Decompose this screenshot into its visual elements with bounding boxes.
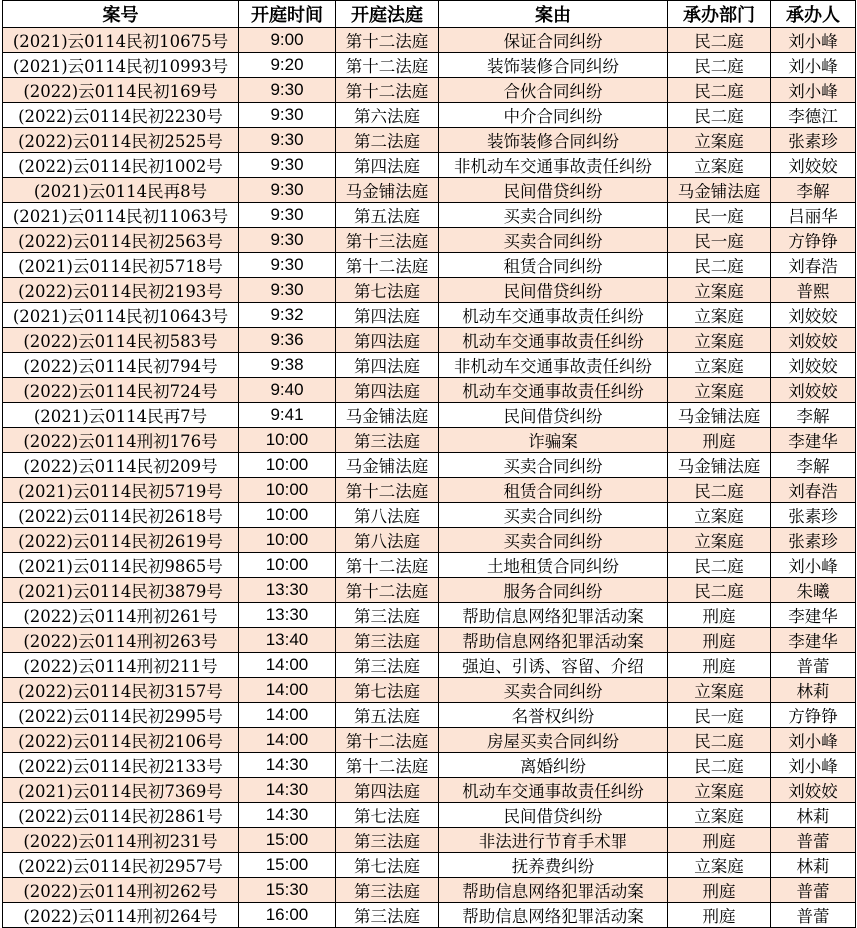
- department-cell: 民二庭: [668, 103, 771, 128]
- judge-cell: 刘姣姣: [771, 778, 856, 803]
- case-number-cell: (2022)云0114刑初261号: [3, 603, 239, 628]
- hearing-time-cell: 10:00: [239, 553, 336, 578]
- courtroom-cell: 第七法庭: [336, 803, 439, 828]
- case-number-cell: (2021)云0114民初10675号: [3, 28, 239, 53]
- hearing-time-cell: 9:30: [239, 278, 336, 303]
- courtroom-cell: 马金铺法庭: [336, 453, 439, 478]
- cause-cell: 保证合同纠纷: [439, 28, 668, 53]
- courtroom-cell: 第十二法庭: [336, 478, 439, 503]
- judge-cell: 林莉: [771, 853, 856, 878]
- case-number-cell: (2021)云0114民再8号: [3, 178, 239, 203]
- courtroom-cell: 第七法庭: [336, 853, 439, 878]
- cause-cell: 非法进行节育手术罪: [439, 828, 668, 853]
- department-cell: 立案庭: [668, 503, 771, 528]
- courtroom-cell: 第四法庭: [336, 378, 439, 403]
- judge-cell: 普蕾: [771, 653, 856, 678]
- hearing-time-cell: 9:30: [239, 78, 336, 103]
- judge-cell: 李建华: [771, 428, 856, 453]
- table-row: [3, 103, 856, 128]
- cause-cell: 非机动车交通事故责任纠纷: [439, 153, 668, 178]
- courtroom-cell: 第二法庭: [336, 128, 439, 153]
- courtroom-cell: 第十二法庭: [336, 253, 439, 278]
- table-row: [3, 303, 856, 328]
- case-number-cell: (2021)云0114民初5719号: [3, 478, 239, 503]
- case-number-cell: (2022)云0114刑初211号: [3, 653, 239, 678]
- cause-cell: 服务合同纠纷: [439, 578, 668, 603]
- cause-cell: 装饰装修合同纠纷: [439, 128, 668, 153]
- hearing-time-cell: 14:30: [239, 753, 336, 778]
- department-cell: 马金铺法庭: [668, 178, 771, 203]
- judge-cell: 刘姣姣: [771, 153, 856, 178]
- judge-cell: 张素珍: [771, 528, 856, 553]
- cause-cell: 帮助信息网络犯罪活动案: [439, 903, 668, 928]
- hearing-time-cell: 14:30: [239, 778, 336, 803]
- hearing-time-cell: 14:00: [239, 728, 336, 753]
- judge-cell: 刘姣姣: [771, 353, 856, 378]
- hearing-time-cell: 14:30: [239, 803, 336, 828]
- hearing-time-cell: 13:30: [239, 603, 336, 628]
- judge-cell: 刘春浩: [771, 478, 856, 503]
- judge-cell: 李解: [771, 178, 856, 203]
- judge-cell: 普蕾: [771, 828, 856, 853]
- case-number-cell: (2022)云0114民初583号: [3, 328, 239, 353]
- hearing-time-cell: 10:00: [239, 453, 336, 478]
- department-cell: 民二庭: [668, 753, 771, 778]
- department-cell: 立案庭: [668, 353, 771, 378]
- courtroom-cell: 马金铺法庭: [336, 403, 439, 428]
- courtroom-cell: 第三法庭: [336, 903, 439, 928]
- cause-cell: 帮助信息网络犯罪活动案: [439, 603, 668, 628]
- department-cell: 民二庭: [668, 78, 771, 103]
- courtroom-cell: 马金铺法庭: [336, 178, 439, 203]
- judge-cell: 李解: [771, 453, 856, 478]
- table-row: [3, 803, 856, 828]
- cause-cell: 土地租赁合同纠纷: [439, 553, 668, 578]
- hearing-time-cell: 10:00: [239, 478, 336, 503]
- case-number-cell: (2022)云0114民初2106号: [3, 728, 239, 753]
- courtroom-cell: 第十二法庭: [336, 78, 439, 103]
- courtroom-cell: 第八法庭: [336, 503, 439, 528]
- department-cell: 立案庭: [668, 853, 771, 878]
- table-row: [3, 853, 856, 878]
- cause-cell: 装饰装修合同纠纷: [439, 53, 668, 78]
- hearing-time-cell: 13:30: [239, 578, 336, 603]
- table-row: [3, 453, 856, 478]
- department-cell: 民二庭: [668, 478, 771, 503]
- cause-cell: 诈骗案: [439, 428, 668, 453]
- cause-cell: 合伙合同纠纷: [439, 78, 668, 103]
- cause-cell: 机动车交通事故责任纠纷: [439, 303, 668, 328]
- column-header-department: 承办部门: [668, 1, 771, 28]
- cause-cell: 机动车交通事故责任纠纷: [439, 778, 668, 803]
- department-cell: 民二庭: [668, 578, 771, 603]
- case-number-cell: (2022)云0114民初2525号: [3, 128, 239, 153]
- department-cell: 马金铺法庭: [668, 403, 771, 428]
- cause-cell: 租赁合同纠纷: [439, 253, 668, 278]
- hearing-time-cell: 9:30: [239, 178, 336, 203]
- cause-cell: 帮助信息网络犯罪活动案: [439, 628, 668, 653]
- department-cell: 刑庭: [668, 903, 771, 928]
- cause-cell: 租赁合同纠纷: [439, 478, 668, 503]
- department-cell: 立案庭: [668, 778, 771, 803]
- department-cell: 立案庭: [668, 528, 771, 553]
- table-row: [3, 553, 856, 578]
- case-number-cell: (2021)云0114民初3879号: [3, 578, 239, 603]
- department-cell: 民一庭: [668, 203, 771, 228]
- courtroom-cell: 第十二法庭: [336, 28, 439, 53]
- table-row: [3, 578, 856, 603]
- cause-cell: 抚养费纠纷: [439, 853, 668, 878]
- table-row: [3, 78, 856, 103]
- case-number-cell: (2022)云0114民初2957号: [3, 853, 239, 878]
- column-header-judge: 承办人: [771, 1, 856, 28]
- department-cell: 马金铺法庭: [668, 453, 771, 478]
- courtroom-cell: 第七法庭: [336, 278, 439, 303]
- hearing-time-cell: 13:40: [239, 628, 336, 653]
- case-number-cell: (2022)云0114民初1002号: [3, 153, 239, 178]
- hearing-time-cell: 15:30: [239, 878, 336, 903]
- table-row: [3, 228, 856, 253]
- cause-cell: 买卖合同纠纷: [439, 228, 668, 253]
- courtroom-cell: 第四法庭: [336, 778, 439, 803]
- case-number-cell: (2022)云0114民初2861号: [3, 803, 239, 828]
- table-row: [3, 378, 856, 403]
- header-row: [3, 1, 856, 28]
- column-header-hearing-time: 开庭时间: [239, 1, 336, 28]
- cause-cell: 帮助信息网络犯罪活动案: [439, 878, 668, 903]
- department-cell: 民二庭: [668, 253, 771, 278]
- courtroom-cell: 第三法庭: [336, 628, 439, 653]
- cause-cell: 强迫、引诱、容留、介绍: [439, 653, 668, 678]
- hearing-time-cell: 14:00: [239, 703, 336, 728]
- judge-cell: 朱曦: [771, 578, 856, 603]
- department-cell: 民一庭: [668, 228, 771, 253]
- department-cell: 立案庭: [668, 678, 771, 703]
- department-cell: 民一庭: [668, 703, 771, 728]
- courtroom-cell: 第十三法庭: [336, 228, 439, 253]
- courtroom-cell: 第八法庭: [336, 528, 439, 553]
- judge-cell: 方铮铮: [771, 703, 856, 728]
- department-cell: 立案庭: [668, 328, 771, 353]
- column-header-courtroom: 开庭法庭: [336, 1, 439, 28]
- case-number-cell: (2022)云0114民初2618号: [3, 503, 239, 528]
- hearing-time-cell: 15:00: [239, 828, 336, 853]
- courtroom-cell: 第三法庭: [336, 653, 439, 678]
- case-number-cell: (2021)云0114民初10643号: [3, 303, 239, 328]
- cause-cell: 买卖合同纠纷: [439, 528, 668, 553]
- courtroom-cell: 第四法庭: [336, 153, 439, 178]
- column-header-case-number: 案号: [3, 1, 239, 28]
- table-row: [3, 878, 856, 903]
- hearing-time-cell: 9:30: [239, 153, 336, 178]
- cause-cell: 买卖合同纠纷: [439, 203, 668, 228]
- courtroom-cell: 第三法庭: [336, 828, 439, 853]
- courtroom-cell: 第十二法庭: [336, 728, 439, 753]
- judge-cell: 林莉: [771, 803, 856, 828]
- case-number-cell: (2022)云0114民初169号: [3, 78, 239, 103]
- cause-cell: 买卖合同纠纷: [439, 678, 668, 703]
- cause-cell: 民间借贷纠纷: [439, 403, 668, 428]
- hearing-time-cell: 14:00: [239, 653, 336, 678]
- case-number-cell: (2022)云0114民初2133号: [3, 753, 239, 778]
- cause-cell: 机动车交通事故责任纠纷: [439, 328, 668, 353]
- table-row: [3, 628, 856, 653]
- hearing-time-cell: 9:32: [239, 303, 336, 328]
- hearing-schedule-table: [2, 0, 856, 928]
- case-number-cell: (2022)云0114刑初264号: [3, 903, 239, 928]
- courtroom-cell: 第六法庭: [336, 103, 439, 128]
- table-body: [3, 28, 856, 928]
- case-number-cell: (2021)云0114民初11063号: [3, 203, 239, 228]
- judge-cell: 刘姣姣: [771, 328, 856, 353]
- table-row: [3, 328, 856, 353]
- case-number-cell: (2022)云0114刑初231号: [3, 828, 239, 853]
- department-cell: 刑庭: [668, 878, 771, 903]
- case-number-cell: (2022)云0114民初209号: [3, 453, 239, 478]
- cause-cell: 房屋买卖合同纠纷: [439, 728, 668, 753]
- department-cell: 刑庭: [668, 653, 771, 678]
- cause-cell: 民间借贷纠纷: [439, 803, 668, 828]
- department-cell: 立案庭: [668, 803, 771, 828]
- case-number-cell: (2022)云0114民初2230号: [3, 103, 239, 128]
- judge-cell: 刘小峰: [771, 753, 856, 778]
- case-number-cell: (2021)云0114民初7369号: [3, 778, 239, 803]
- hearing-time-cell: 9:38: [239, 353, 336, 378]
- judge-cell: 刘小峰: [771, 28, 856, 53]
- hearing-time-cell: 9:30: [239, 253, 336, 278]
- judge-cell: 林莉: [771, 678, 856, 703]
- department-cell: 民二庭: [668, 728, 771, 753]
- hearing-time-cell: 9:00: [239, 28, 336, 53]
- judge-cell: 普蕾: [771, 878, 856, 903]
- hearing-time-cell: 10:00: [239, 528, 336, 553]
- cause-cell: 民间借贷纠纷: [439, 278, 668, 303]
- table-row: [3, 28, 856, 53]
- table-row: [3, 478, 856, 503]
- judge-cell: 刘姣姣: [771, 378, 856, 403]
- cause-cell: 中介合同纠纷: [439, 103, 668, 128]
- table-row: [3, 203, 856, 228]
- judge-cell: 李解: [771, 403, 856, 428]
- cause-cell: 机动车交通事故责任纠纷: [439, 378, 668, 403]
- case-number-cell: (2022)云0114民初2193号: [3, 278, 239, 303]
- hearing-time-cell: 10:00: [239, 503, 336, 528]
- department-cell: 立案庭: [668, 153, 771, 178]
- department-cell: 刑庭: [668, 603, 771, 628]
- courtroom-cell: 第十二法庭: [336, 53, 439, 78]
- courtroom-cell: 第十二法庭: [336, 553, 439, 578]
- hearing-time-cell: 9:30: [239, 203, 336, 228]
- judge-cell: 普熙: [771, 278, 856, 303]
- case-number-cell: (2021)云0114民再7号: [3, 403, 239, 428]
- case-number-cell: (2022)云0114民初2619号: [3, 528, 239, 553]
- judge-cell: 普蕾: [771, 903, 856, 928]
- cause-cell: 民间借贷纠纷: [439, 178, 668, 203]
- courtroom-cell: 第七法庭: [336, 678, 439, 703]
- table-row: [3, 728, 856, 753]
- table-row: [3, 603, 856, 628]
- judge-cell: 李德江: [771, 103, 856, 128]
- case-number-cell: (2021)云0114民初10993号: [3, 53, 239, 78]
- table-row: [3, 403, 856, 428]
- hearing-time-cell: 9:30: [239, 103, 336, 128]
- courtroom-cell: 第五法庭: [336, 203, 439, 228]
- cause-cell: 名誉权纠纷: [439, 703, 668, 728]
- case-number-cell: (2022)云0114民初3157号: [3, 678, 239, 703]
- case-number-cell: (2021)云0114民初5718号: [3, 253, 239, 278]
- table-row: [3, 703, 856, 728]
- judge-cell: 刘春浩: [771, 253, 856, 278]
- hearing-time-cell: 9:41: [239, 403, 336, 428]
- hearing-time-cell: 10:00: [239, 428, 336, 453]
- judge-cell: 刘姣姣: [771, 303, 856, 328]
- department-cell: 刑庭: [668, 428, 771, 453]
- hearing-time-cell: 9:30: [239, 228, 336, 253]
- department-cell: 立案庭: [668, 378, 771, 403]
- case-number-cell: (2022)云0114民初794号: [3, 353, 239, 378]
- table-row: [3, 903, 856, 928]
- hearing-time-cell: 9:36: [239, 328, 336, 353]
- hearing-time-cell: 14:00: [239, 678, 336, 703]
- judge-cell: 刘小峰: [771, 53, 856, 78]
- department-cell: 民二庭: [668, 28, 771, 53]
- table-row: [3, 653, 856, 678]
- cause-cell: 非机动车交通事故责任纠纷: [439, 353, 668, 378]
- table-row: [3, 153, 856, 178]
- table-row: [3, 503, 856, 528]
- table-row: [3, 678, 856, 703]
- department-cell: 立案庭: [668, 303, 771, 328]
- department-cell: 立案庭: [668, 128, 771, 153]
- hearing-time-cell: 16:00: [239, 903, 336, 928]
- table-row: [3, 753, 856, 778]
- department-cell: 刑庭: [668, 828, 771, 853]
- table-row: [3, 353, 856, 378]
- courtroom-cell: 第四法庭: [336, 303, 439, 328]
- judge-cell: 张素珍: [771, 128, 856, 153]
- judge-cell: 李建华: [771, 603, 856, 628]
- case-number-cell: (2022)云0114民初2995号: [3, 703, 239, 728]
- case-number-cell: (2022)云0114民初724号: [3, 378, 239, 403]
- department-cell: 民二庭: [668, 53, 771, 78]
- table-row: [3, 778, 856, 803]
- case-number-cell: (2021)云0114民初9865号: [3, 553, 239, 578]
- courtroom-cell: 第四法庭: [336, 353, 439, 378]
- column-header-cause: 案由: [439, 1, 668, 28]
- table-row: [3, 128, 856, 153]
- department-cell: 民二庭: [668, 553, 771, 578]
- hearing-time-cell: 9:20: [239, 53, 336, 78]
- table-row: [3, 178, 856, 203]
- case-number-cell: (2022)云0114刑初176号: [3, 428, 239, 453]
- judge-cell: 李建华: [771, 628, 856, 653]
- hearing-time-cell: 15:00: [239, 853, 336, 878]
- courtroom-cell: 第三法庭: [336, 878, 439, 903]
- judge-cell: 吕丽华: [771, 203, 856, 228]
- courtroom-cell: 第十二法庭: [336, 578, 439, 603]
- cause-cell: 买卖合同纠纷: [439, 503, 668, 528]
- table-row: [3, 278, 856, 303]
- judge-cell: 张素珍: [771, 503, 856, 528]
- case-number-cell: (2022)云0114刑初263号: [3, 628, 239, 653]
- table-row: [3, 428, 856, 453]
- case-number-cell: (2022)云0114刑初262号: [3, 878, 239, 903]
- courtroom-cell: 第十二法庭: [336, 753, 439, 778]
- cause-cell: 买卖合同纠纷: [439, 453, 668, 478]
- courtroom-cell: 第四法庭: [336, 328, 439, 353]
- hearing-time-cell: 9:30: [239, 128, 336, 153]
- table-row: [3, 528, 856, 553]
- courtroom-cell: 第三法庭: [336, 603, 439, 628]
- table-row: [3, 253, 856, 278]
- judge-cell: 刘小峰: [771, 78, 856, 103]
- department-cell: 刑庭: [668, 628, 771, 653]
- judge-cell: 刘小峰: [771, 728, 856, 753]
- table-row: [3, 53, 856, 78]
- cause-cell: 离婚纠纷: [439, 753, 668, 778]
- judge-cell: 刘小峰: [771, 553, 856, 578]
- courtroom-cell: 第五法庭: [336, 703, 439, 728]
- case-number-cell: (2022)云0114民初2563号: [3, 228, 239, 253]
- table-row: [3, 828, 856, 853]
- courtroom-cell: 第三法庭: [336, 428, 439, 453]
- hearing-time-cell: 9:40: [239, 378, 336, 403]
- department-cell: 立案庭: [668, 278, 771, 303]
- judge-cell: 方铮铮: [771, 228, 856, 253]
